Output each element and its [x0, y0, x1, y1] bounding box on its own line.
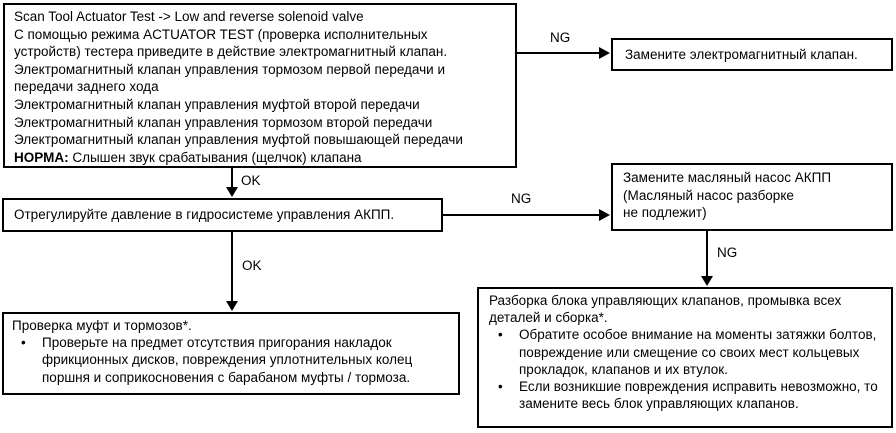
arrow-ok-adjust-to-check-clutches	[226, 232, 238, 311]
node-replace-solenoid-valve	[611, 38, 893, 71]
bullet-icon: •	[21, 335, 26, 351]
node-replace-oil-pump	[611, 163, 893, 231]
norm-label: НОРМА:	[14, 149, 69, 165]
scan-test-line: Электромагнитный клапан управления муфтой повышающей передачи	[14, 132, 463, 148]
arrowhead-down-icon	[226, 187, 238, 197]
edge-label-ng: NG	[717, 245, 738, 260]
edge-label-ng: NG	[550, 30, 571, 45]
scan-test-line: Scan Tool Actuator Test -> Low and reverse solenoid valve	[14, 9, 364, 24]
edge-label-ok: OK	[241, 173, 261, 188]
node-title: Разборка блока управляющих клапанов, промывка всех деталей и сборка*.	[489, 293, 842, 326]
pump-line: Замените масляный насос АКПП	[623, 170, 832, 185]
bullet-item	[12, 334, 450, 386]
scan-test-line: передачи заднего хода	[14, 79, 159, 95]
node-disassemble-valve-block	[477, 287, 893, 428]
node-title: Проверка муфт и тормозов*.	[12, 318, 192, 333]
arrowhead-down-icon	[701, 276, 713, 286]
bullet-item	[489, 378, 881, 412]
arrow-ng-pump-to-valve-block	[701, 231, 713, 286]
bullet-text: Если возникшие повреждения исправить невозможно, то замените весь блок управляющих клапанов.	[519, 379, 878, 412]
arrowhead-right-icon	[599, 47, 610, 59]
node-text: Отрегулируйте давление в гидросистеме управления АКПП.	[14, 207, 395, 223]
scan-test-norm-line	[14, 149, 506, 167]
bullet-text: Обратите особое внимание на моменты затяжки болтов, повреждение или смещение со своих мест кольцевых прокладок, клапанов и их втулок.	[519, 327, 877, 377]
arrow-ng-adjust-to-replace-pump	[443, 209, 610, 221]
norm-text: Слышен звук срабатывания (щелчок) клапана	[68, 149, 362, 165]
bullet-text: Проверьте на предмет отсутствия пригорания накладок фрикционных дисков, повреждения уплотнительных колец поршня и соприкосновения с барабаном муфты / тормоза.	[42, 335, 413, 385]
scan-test-line: Электромагнитный клапан управления муфтой второй передачи	[14, 96, 420, 112]
scan-test-line: Электромагнитный клапан управления тормозом второй передачи	[14, 114, 433, 130]
scan-test-line: устройств) тестера приведите в действие электромагнитный клапан.	[14, 44, 448, 60]
scan-test-line: Электромагнитный клапан управления тормозом первой передачи и	[14, 61, 445, 77]
pump-line: (Масляный насос разборке	[623, 187, 794, 203]
node-scan-tool-actuator-test	[3, 3, 517, 168]
arrow-ng-scan-to-replace-solenoid	[517, 47, 610, 59]
pump-line: не подлежит)	[623, 205, 707, 221]
node-adjust-hydraulic-pressure	[2, 198, 443, 232]
node-text: Замените электромагнитный клапан.	[625, 46, 858, 62]
arrow-ok-scan-to-adjust-pressure	[226, 168, 238, 197]
scan-test-line: С помощью режима ACTUATOR TEST (проверка исполнительных	[14, 26, 428, 42]
edge-label-ok: OK	[242, 258, 262, 273]
bullet-icon: •	[498, 379, 503, 395]
bullet-item	[489, 326, 881, 378]
bullet-icon: •	[498, 327, 503, 343]
edge-label-ng: NG	[511, 191, 532, 206]
node-check-clutches-brakes	[2, 312, 460, 395]
arrowhead-right-icon	[599, 209, 610, 221]
arrowhead-down-icon	[226, 301, 238, 311]
